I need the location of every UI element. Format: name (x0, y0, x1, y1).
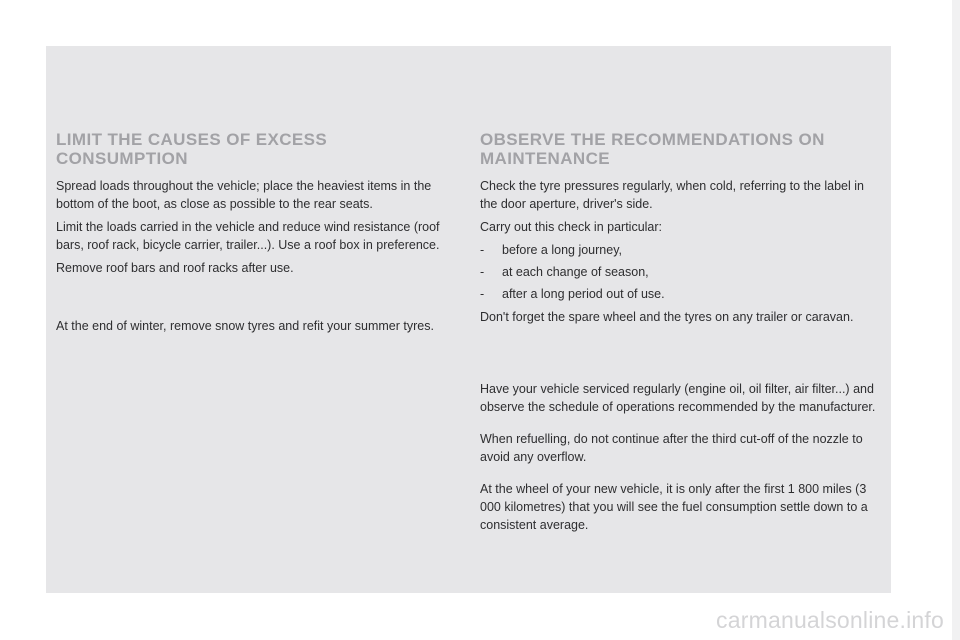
right-heading: OBSERVE THE RECOMMENDATIONS ON MAINTENANCE (480, 130, 825, 168)
dash-bullet: - (480, 243, 485, 257)
left-paragraph-wind: Limit the loads carried in the vehicle and reduce wind resistance (roof bars, roof rack, bicycle carrier, trailer...). Use a roof box in preference. (56, 220, 440, 252)
left-paragraph-tyres: At the end of winter, remove snow tyres and refit your summer tyres. (56, 319, 434, 333)
list-item (480, 285, 882, 303)
right-paragraph-new-vehicle: At the wheel of your new vehicle, it is only after the first 1 800 miles (3 000 kilometres) that you will see the fuel consumption settle down to a consistent average. (480, 482, 868, 532)
left-paragraph-roof-bars: Remove roof bars and roof racks after use. (56, 261, 294, 275)
left-paragraph-loads: Spread loads throughout the vehicle; place the heaviest items in the bottom of the boot, as close as possible to the rear seats. (56, 179, 432, 211)
list-item-text: before a long journey, (502, 243, 622, 257)
right-paragraph-refuel: When refuelling, do not continue after the third cut-off of the nozzle to avoid any overflow. (480, 432, 863, 464)
check-list (480, 241, 882, 303)
left-column (56, 130, 456, 340)
left-heading: LIMIT THE CAUSES OF EXCESS CONSUMPTION (56, 130, 328, 168)
right-column (480, 130, 882, 539)
list-item (480, 241, 882, 259)
right-paragraph-pressures: Check the tyre pressures regularly, when cold, referring to the label in the door aperture, driver's side. (480, 179, 864, 211)
watermark: carmanualsonline.info (716, 607, 944, 633)
list-item (480, 263, 882, 281)
dash-bullet: - (480, 287, 485, 301)
right-paragraph-service: Have your vehicle serviced regularly (engine oil, oil filter, air filter...) and observe the schedule of operations recommended by the manufacturer. (480, 382, 876, 414)
right-paragraph-spare-wheel: Don't forget the spare wheel and the tyres on any trailer or caravan. (480, 310, 854, 324)
page-edge (952, 0, 960, 640)
right-list-intro: Carry out this check in particular: (480, 220, 663, 234)
content-panel (46, 46, 891, 593)
list-item-text: at each change of season, (502, 265, 649, 279)
list-item-text: after a long period out of use. (502, 287, 665, 301)
dash-bullet: - (480, 265, 485, 279)
